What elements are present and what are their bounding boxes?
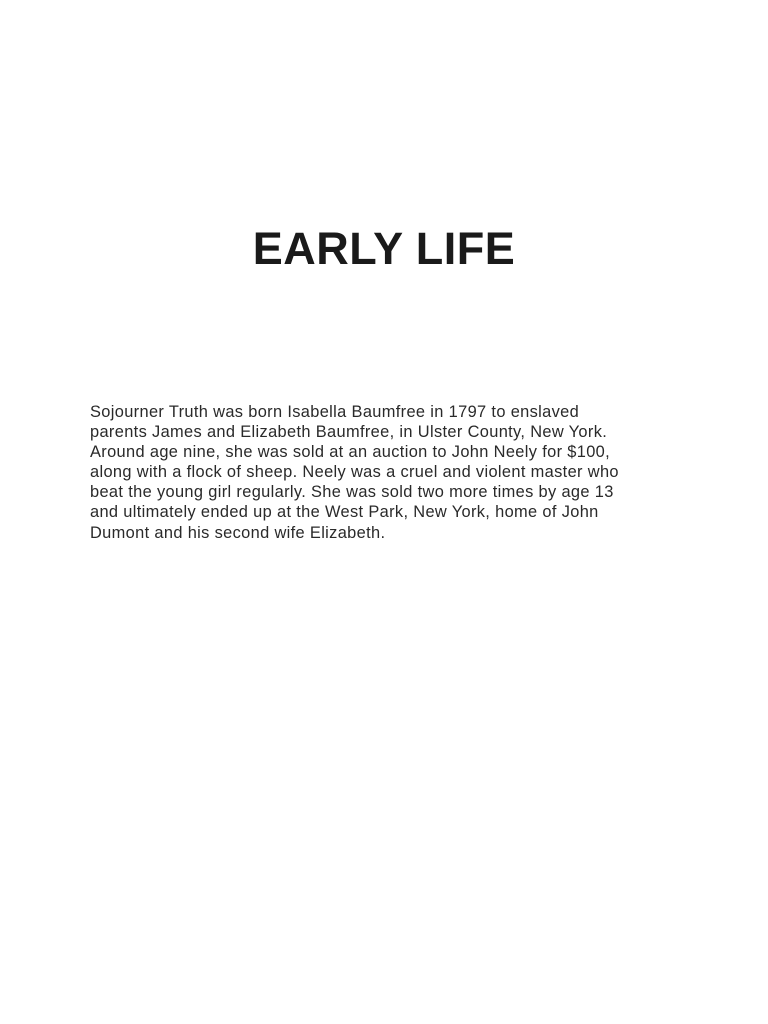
paragraph-line: Dumont and his second wife Elizabeth.	[90, 523, 386, 542]
paragraph-line: parents James and Elizabeth Baumfree, in Ulster County, New York.	[90, 423, 608, 442]
body-paragraph	[90, 402, 680, 543]
paragraph-line: Around age nine, she was sold at an auction to John Neely for $100,	[90, 443, 611, 462]
paragraph-line: along with a flock of sheep. Neely was a cruel and violent master who	[90, 463, 619, 482]
paragraph-line: beat the young girl regularly. She was sold two more times by age 13	[90, 483, 614, 502]
paragraph-line: and ultimately ended up at the West Park, New York, home of John	[90, 503, 599, 522]
paragraph-line: Sojourner Truth was born Isabella Baumfree in 1797 to enslaved	[90, 403, 580, 421]
page-title: EARLY LIFE	[252, 223, 516, 274]
